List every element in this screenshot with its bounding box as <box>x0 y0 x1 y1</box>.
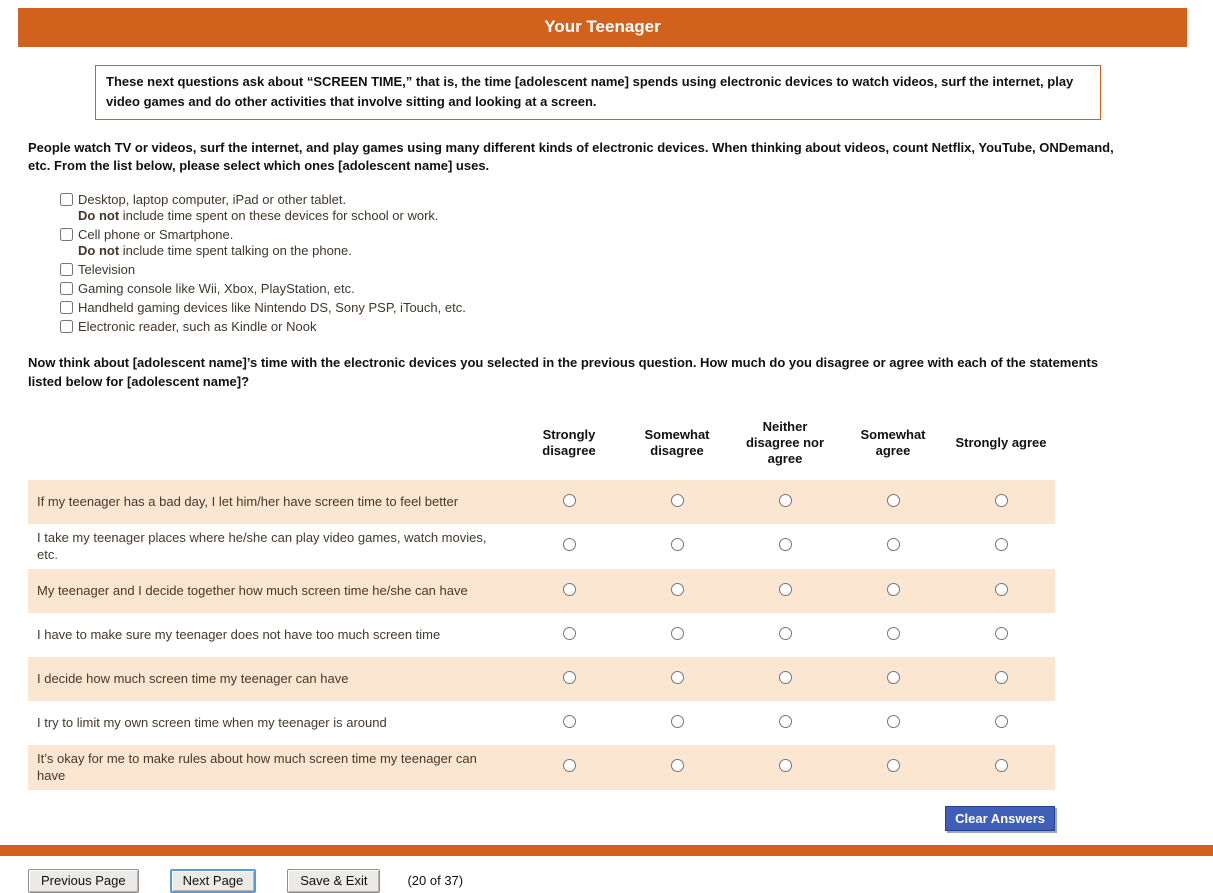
device-item <box>60 191 1213 224</box>
footer-divider <box>0 845 1213 856</box>
matrix-row <box>28 745 1055 790</box>
radio-row1-strongly-disagree[interactable] <box>563 538 576 551</box>
device-checkbox-desktop[interactable] <box>60 193 73 206</box>
device-label: Electronic reader, such as Kindle or Nook <box>78 319 317 335</box>
device-checkbox-cellphone[interactable] <box>60 228 73 241</box>
radio-row4-somewhat-agree[interactable] <box>887 671 900 684</box>
device-item <box>60 280 1213 297</box>
device-item <box>60 299 1213 316</box>
radio-row2-strongly-disagree[interactable] <box>563 583 576 596</box>
column-header-strongly-agree: Strongly agree <box>955 435 1047 450</box>
radio-row5-somewhat-agree[interactable] <box>887 715 900 728</box>
matrix-row <box>28 524 1055 569</box>
next-page-button[interactable]: Next Page <box>170 869 257 893</box>
matrix-row <box>28 613 1055 657</box>
clear-answers-button[interactable]: Clear Answers <box>945 806 1055 831</box>
footer-nav <box>28 869 1213 893</box>
device-checkbox-handheld[interactable] <box>60 301 73 314</box>
page-indicator: (20 of 37) <box>407 873 464 889</box>
device-note <box>78 208 1213 224</box>
radio-row5-neither[interactable] <box>779 715 792 728</box>
page-title: Your Teenager <box>544 17 661 36</box>
radio-row5-somewhat-disagree[interactable] <box>671 715 684 728</box>
radio-row0-neither[interactable] <box>779 494 792 507</box>
row-label: I take my teenager places where he/she can play video games, watch movies, etc. <box>37 529 487 563</box>
radio-row6-strongly-agree[interactable] <box>995 759 1008 772</box>
radio-row5-strongly-disagree[interactable] <box>563 715 576 728</box>
radio-row3-strongly-agree[interactable] <box>995 627 1008 640</box>
column-header-strongly-disagree: Strongly disagree <box>542 426 596 459</box>
radio-row6-somewhat-agree[interactable] <box>887 759 900 772</box>
question-devices: People watch TV or videos, surf the internet, and play games using many different kinds of electronic devices. When thinking about videos, count Netflix, YouTube, ONDemand, etc. From the list below, please select which ones [adolescent name] uses. <box>28 140 1114 174</box>
radio-row3-somewhat-agree[interactable] <box>887 627 900 640</box>
radio-row0-strongly-disagree[interactable] <box>563 494 576 507</box>
radio-row3-strongly-disagree[interactable] <box>563 627 576 640</box>
radio-row6-strongly-disagree[interactable] <box>563 759 576 772</box>
radio-row0-strongly-agree[interactable] <box>995 494 1008 507</box>
device-note-rest: include time spent on these devices for school or work. <box>119 208 439 224</box>
radio-row4-somewhat-disagree[interactable] <box>671 671 684 684</box>
radio-row2-neither[interactable] <box>779 583 792 596</box>
device-label: Gaming console like Wii, Xbox, PlayStation, etc. <box>78 281 355 297</box>
device-option-cellphone[interactable] <box>60 226 1213 243</box>
row-label: I have to make sure my teenager does not have too much screen time <box>37 626 441 642</box>
radio-row2-somewhat-disagree[interactable] <box>671 583 684 596</box>
radio-row3-neither[interactable] <box>779 627 792 640</box>
device-option-handheld[interactable] <box>60 299 1213 316</box>
question-agreement: Now think about [adolescent name]’s time with the electronic devices you selected in the previous question. How much do you disagree or agree with each of the statements listed below for [adolescent name]? <box>28 355 1099 389</box>
row-label: I try to limit my own screen time when my teenager is around <box>37 714 387 730</box>
matrix-row <box>28 657 1055 701</box>
device-item <box>60 318 1213 335</box>
row-label: It’s okay for me to make rules about how much screen time my teenager can have <box>37 750 477 784</box>
radio-row1-strongly-agree[interactable] <box>995 538 1008 551</box>
device-option-television[interactable] <box>60 261 1213 278</box>
row-label: My teenager and I decide together how much screen time he/she can have <box>37 582 468 598</box>
matrix-header-row <box>28 415 1055 480</box>
page-header <box>18 8 1187 47</box>
device-checkbox-console[interactable] <box>60 282 73 295</box>
device-option-ereader[interactable] <box>60 318 1213 335</box>
device-note-bold: Do not <box>78 208 120 224</box>
radio-row1-somewhat-agree[interactable] <box>887 538 900 551</box>
device-label: Television <box>78 262 136 278</box>
radio-row5-strongly-agree[interactable] <box>995 715 1008 728</box>
radio-row4-strongly-agree[interactable] <box>995 671 1008 684</box>
column-header-somewhat-disagree: Somewhat disagree <box>644 426 710 459</box>
device-item <box>60 226 1213 259</box>
device-note-bold: Do not <box>78 243 120 259</box>
radio-row1-somewhat-disagree[interactable] <box>671 538 684 551</box>
matrix-row <box>28 701 1055 745</box>
save-exit-button[interactable]: Save & Exit <box>287 869 380 893</box>
survey-page <box>0 8 1213 889</box>
radio-row2-strongly-agree[interactable] <box>995 583 1008 596</box>
radio-row0-somewhat-disagree[interactable] <box>671 494 684 507</box>
intro-text: These next questions ask about “SCREEN TIME,” that is, the time [adolescent name] spends using electronic devices to watch videos, surf the internet, play video games and do other activities that involve sitting and looking at a screen. <box>106 74 1074 109</box>
radio-row2-somewhat-agree[interactable] <box>887 583 900 596</box>
radio-row0-somewhat-agree[interactable] <box>887 494 900 507</box>
intro-box <box>95 65 1101 120</box>
device-checkbox-ereader[interactable] <box>60 320 73 333</box>
previous-page-button[interactable]: Previous Page <box>28 869 139 893</box>
device-label: Desktop, laptop computer, iPad or other tablet. <box>78 192 347 208</box>
radio-row4-strongly-disagree[interactable] <box>563 671 576 684</box>
device-item <box>60 261 1213 278</box>
radio-row6-neither[interactable] <box>779 759 792 772</box>
device-label: Cell phone or Smartphone. <box>78 227 234 243</box>
radio-row6-somewhat-disagree[interactable] <box>671 759 684 772</box>
row-label: I decide how much screen time my teenager can have <box>37 670 349 686</box>
clear-answers-row <box>28 806 1055 831</box>
matrix-row <box>28 569 1055 613</box>
agreement-matrix <box>28 415 1055 790</box>
device-checkbox-television[interactable] <box>60 263 73 276</box>
column-header-somewhat-agree: Somewhat agree <box>860 426 926 459</box>
radio-row1-neither[interactable] <box>779 538 792 551</box>
row-label: If my teenager has a bad day, I let him/her have screen time to feel better <box>37 493 459 509</box>
device-checkbox-list <box>60 191 1213 335</box>
radio-row4-neither[interactable] <box>779 671 792 684</box>
column-header-neither: Neither disagree nor agree <box>745 418 825 467</box>
device-option-console[interactable] <box>60 280 1213 297</box>
device-option-desktop[interactable] <box>60 191 1213 208</box>
matrix-row <box>28 480 1055 524</box>
matrix-header-stub <box>28 415 515 480</box>
radio-row3-somewhat-disagree[interactable] <box>671 627 684 640</box>
device-note <box>78 243 1213 259</box>
device-label: Handheld gaming devices like Nintendo DS, Sony PSP, iTouch, etc. <box>78 300 466 316</box>
device-note-rest: include time spent talking on the phone. <box>119 243 352 259</box>
